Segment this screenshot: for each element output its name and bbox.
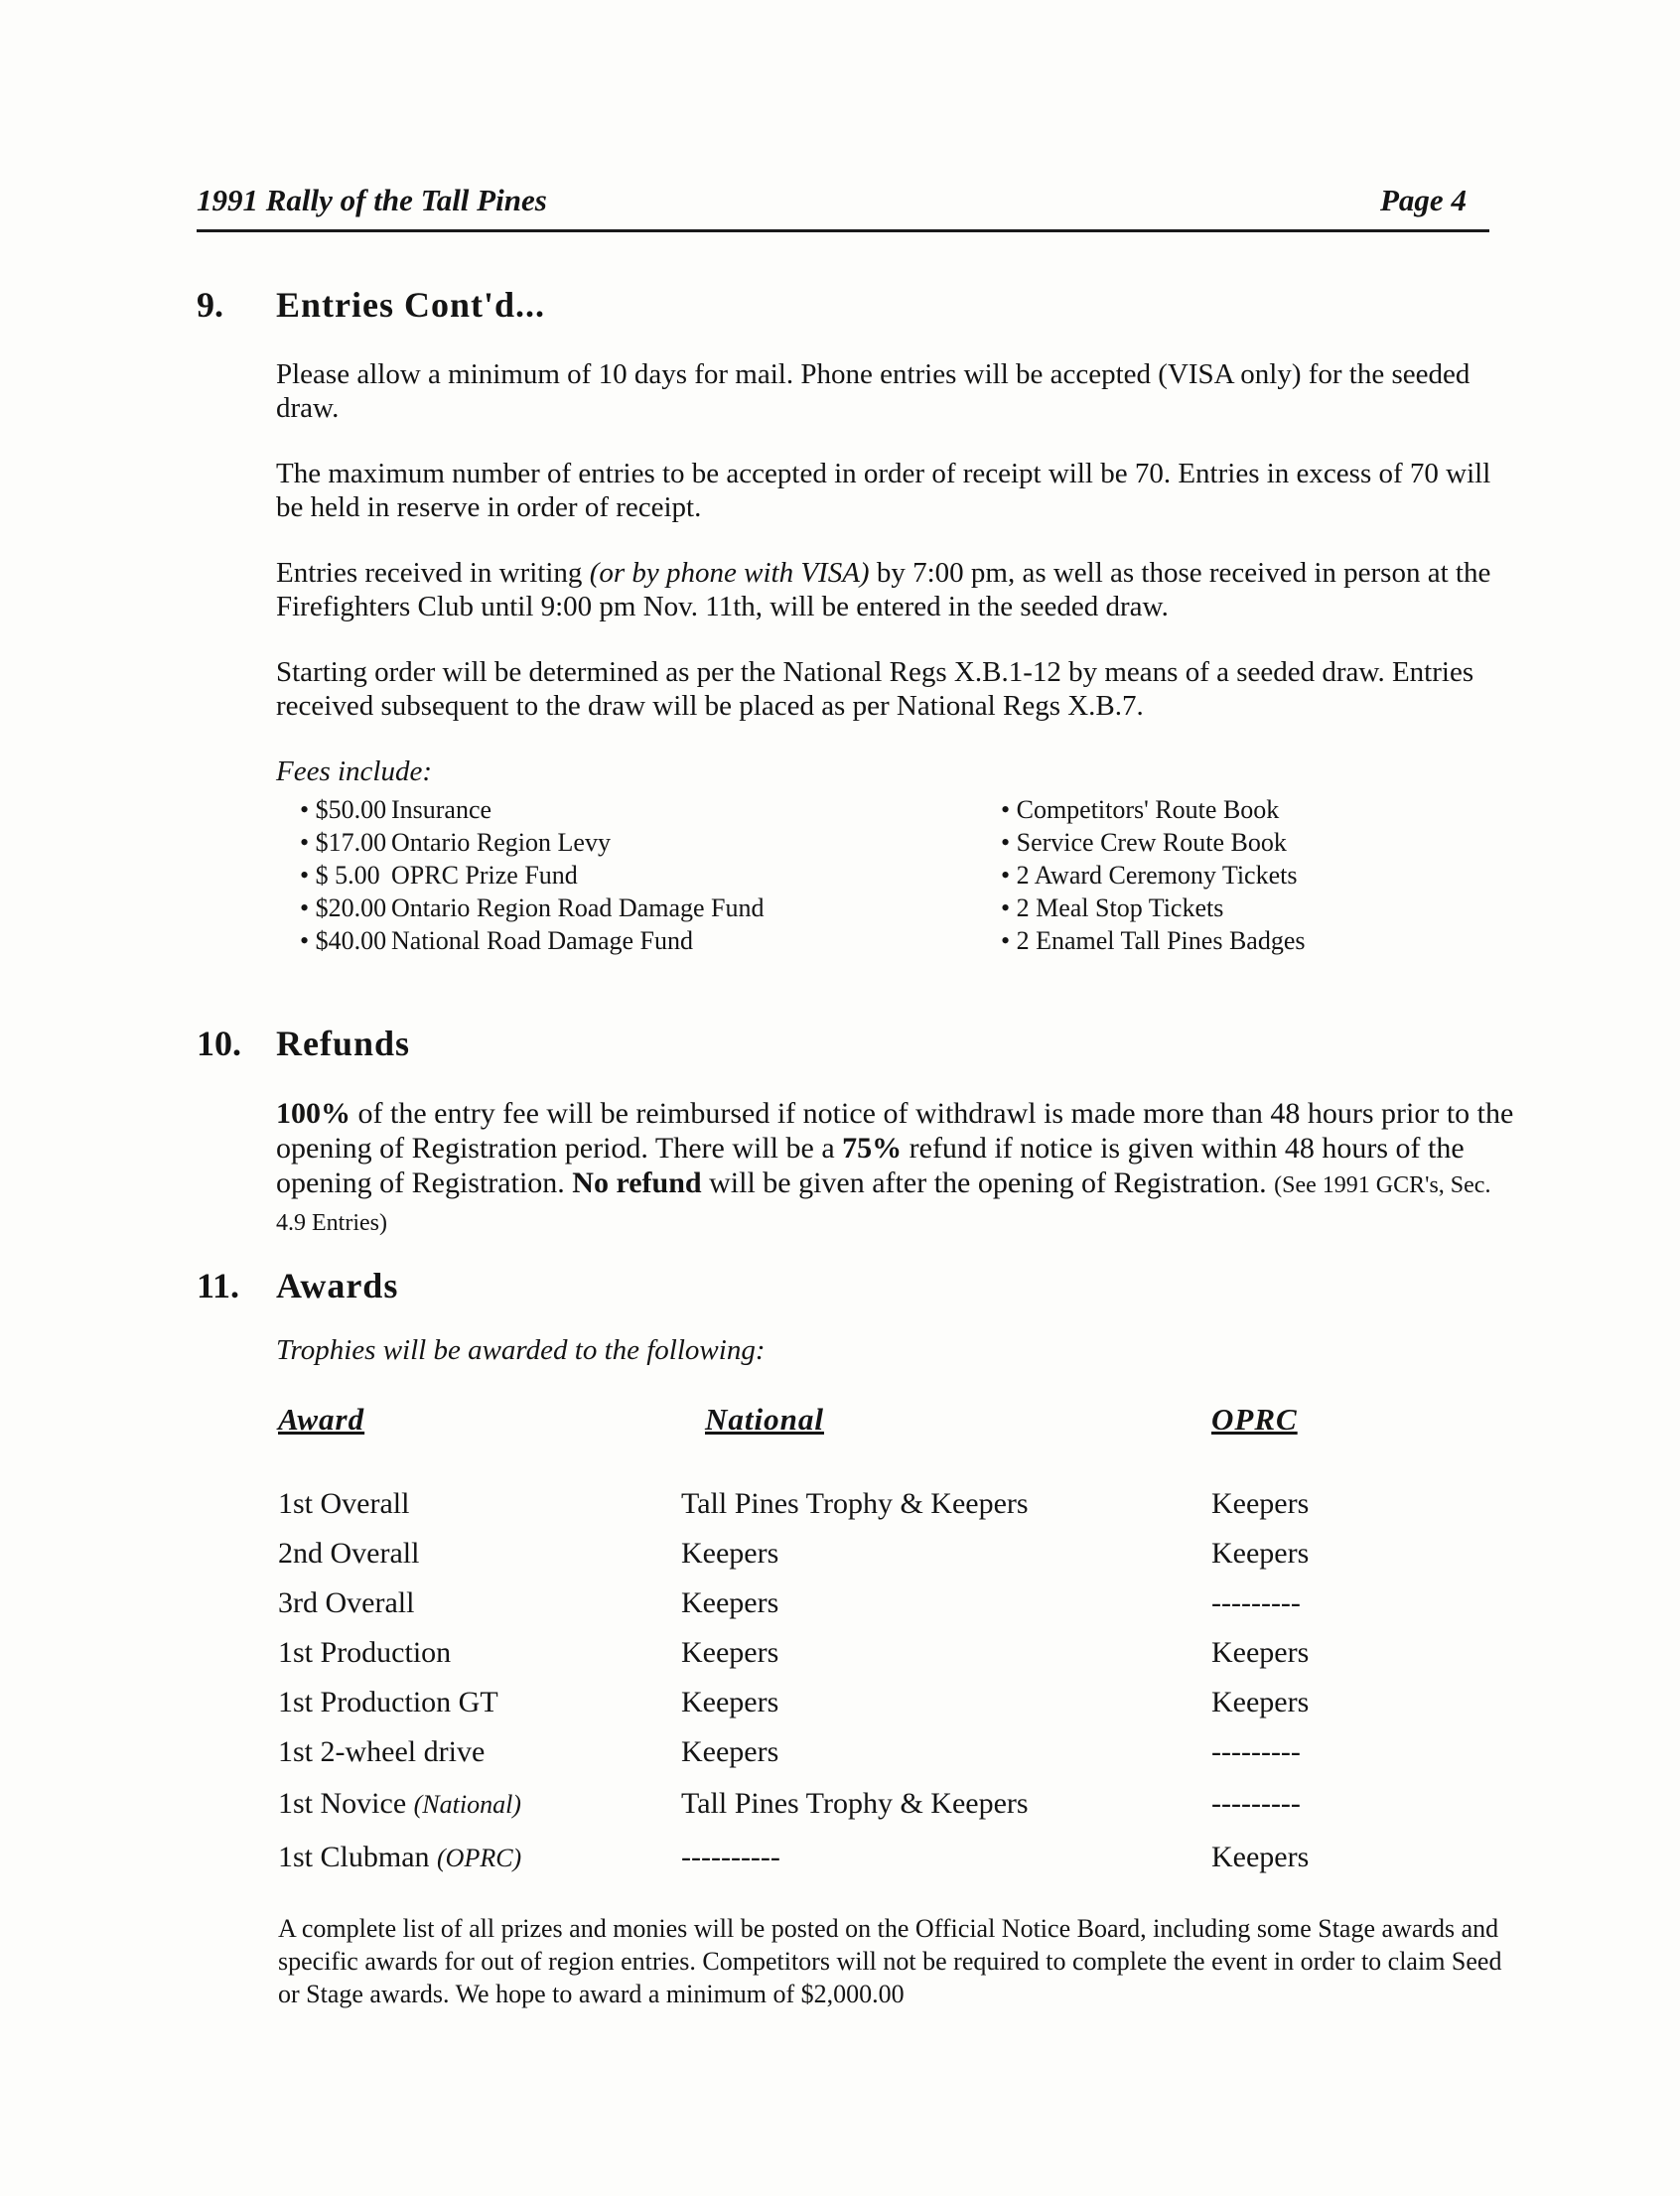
visa-note: (or by phone with VISA) — [589, 557, 870, 589]
column-header-national: National — [705, 1402, 824, 1437]
section-10-number: 10. — [197, 1024, 241, 1063]
fee-item: • $50.00 Insurance — [300, 795, 492, 824]
section-11-number: 11. — [197, 1266, 240, 1305]
includes-item: • 2 Enamel Tall Pines Badges — [1001, 926, 1306, 955]
includes-list — [1001, 793, 1305, 957]
section-9-paragraph-3: Entries received in writing (or by phone with VISA) by 7:00 pm, as well as those received in person at the Firefighters Club until 9:00 pm Nov. 11th, will be entered in the seeded draw. — [276, 557, 1491, 622]
fee-item: • $20.00 Ontario Region Road Damage Fund — [300, 893, 765, 922]
header-rule — [197, 229, 1489, 232]
includes-item: • 2 Award Ceremony Tickets — [1001, 861, 1298, 890]
section-9-paragraph-1: Please allow a minimum of 10 days for mail. Phone entries will be accepted (VISA only) for the seeded draw. — [276, 358, 1470, 424]
section-9-paragraph-2: The maximum number of entries to be accepted in order of receipt will be 70. Entries in excess of 70 will be held in reserve in order of receipt. — [276, 458, 1491, 523]
fee-item: • $40.00 National Road Damage Fund — [300, 926, 693, 955]
refunds-paragraph: 100% of the entry fee will be reimbursed if notice of withdrawl is made more than 48 hours prior to the opening of Registration period. There will be a 75% refund if notice is given within 48 hours of the opening of Registration. No refund will be given after the opening of Registration. (See 1991 GCR's, Sec. 4.9 Entries) — [276, 1097, 1514, 1236]
table-row: 1st Overall Tall Pines Trophy & Keepers Keepers — [278, 1487, 1310, 1520]
table-row: 1st Production Keepers Keepers — [278, 1636, 1310, 1669]
fee-item: • $17.00 Ontario Region Levy — [300, 828, 611, 857]
table-row: 3rd Overall Keepers --------- — [278, 1586, 1301, 1619]
table-row: 1st Clubman (OPRC) ---------- Keepers — [278, 1841, 1310, 1873]
section-10-title: Refunds — [276, 1024, 411, 1063]
table-row: 1st Production GT Keepers Keepers — [278, 1686, 1310, 1718]
column-header-oprc: OPRC — [1211, 1402, 1298, 1437]
column-header-award: Award — [278, 1402, 365, 1437]
includes-item: • 2 Meal Stop Tickets — [1001, 893, 1224, 922]
table-row: 2nd Overall Keepers Keepers — [278, 1537, 1310, 1570]
section-9-number: 9. — [197, 285, 223, 325]
section-9-paragraph-4: Starting order will be determined as per the National Regs X.B.1-12 by means of a seeded draw. Entries received subsequent to the draw will be placed as per National Regs X.B.7. — [276, 656, 1474, 722]
header-title: 1991 Rally of the Tall Pines — [197, 183, 547, 217]
section-11-title: Awards — [276, 1266, 399, 1305]
fee-list — [300, 793, 765, 957]
table-row: 1st 2-wheel drive Keepers --------- — [278, 1735, 1301, 1768]
header-page-number: Page 4 — [1380, 183, 1467, 217]
includes-item: • Competitors' Route Book — [1001, 795, 1280, 824]
awards-intro: Trophies will be awarded to the following: — [276, 1334, 766, 1366]
section-9-title: Entries Cont'd... — [276, 285, 546, 325]
table-row: 1st Novice (National) Tall Pines Trophy & Keepers --------- — [278, 1787, 1301, 1820]
includes-item: • Service Crew Route Book — [1001, 828, 1287, 857]
fees-label: Fees include: — [276, 755, 433, 787]
awards-footer-note: A complete list of all prizes and monies will be posted on the Official Notice Board, including some Stage awards and specific awards for out of region entries. Competitors will not be required to complete the event in order to claim Seed or Stage awards. We hope to award a minimum of $2,000.00 — [278, 1914, 1502, 2008]
gcr-reference: (See 1991 GCR's, Sec. 4.9 Entries) — [276, 1172, 1491, 1236]
fee-item: • $ 5.00 OPRC Prize Fund — [300, 861, 578, 890]
